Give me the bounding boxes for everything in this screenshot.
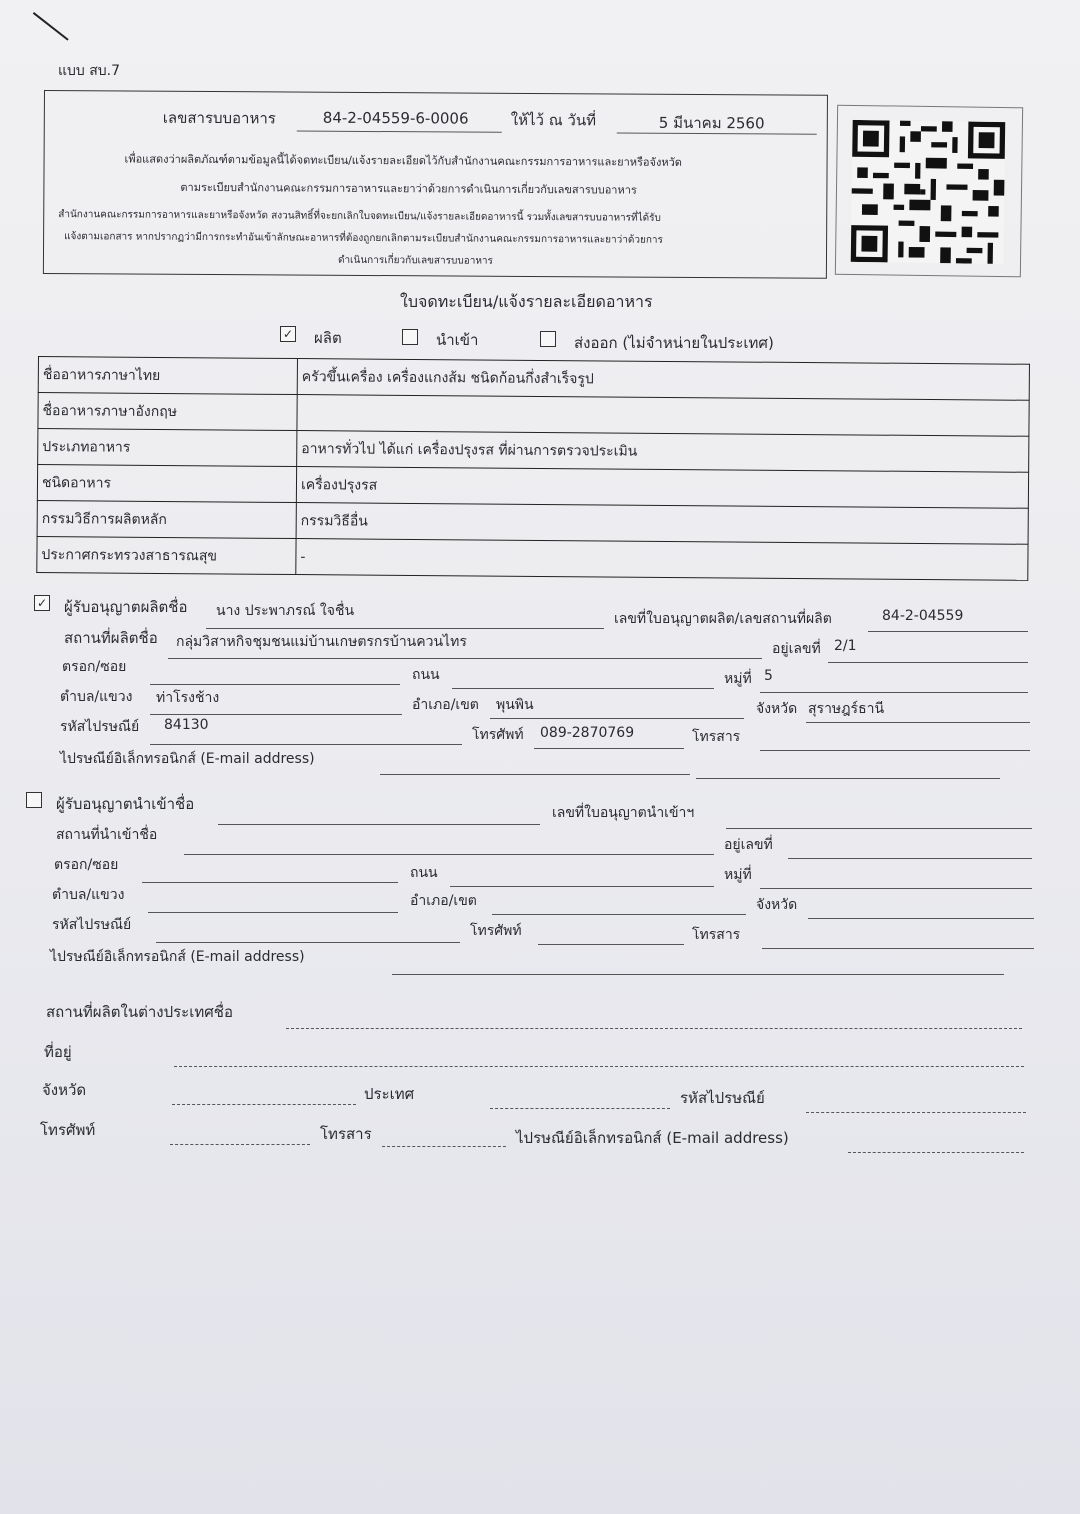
food-info-table — [36, 356, 1030, 581]
producer-fax-label: โทรสาร — [692, 729, 741, 745]
producer-province-label: จังหวัด — [756, 701, 798, 717]
foreign-fax-label: โทรสาร — [320, 1125, 372, 1143]
serial-label: เลขสารบบอาหาร — [162, 108, 276, 128]
foreign-address-label: ที่อยู่ — [44, 1043, 72, 1061]
producer-email-label: ไปรษณีย์อิเล็กทรอนิกส์ (E-mail address) — [60, 751, 315, 767]
foreign-country-label: ประเทศ — [364, 1085, 415, 1103]
ministry-notice-label: ประกาศกระทรวงสาธารณสุข — [37, 536, 296, 574]
producer-license-no-value: 84-2-04559 — [882, 608, 964, 624]
producer-district-label: อำเภอ/เขต — [412, 697, 479, 713]
import-label: นำเข้า — [436, 331, 479, 349]
import-checkbox[interactable] — [402, 329, 418, 345]
producer-licensee-value: นาง ประพาภรณ์ ใจชื่น — [216, 603, 355, 619]
food-category-value: อาหารทั่วไป ได้แก่ เครื่องปรุงรส ที่ผ่านการตรวจประเมิน — [297, 431, 1029, 473]
importer-district-label: อำเภอ/เขต — [410, 893, 477, 909]
producer-license-no-label: เลขที่ใบอนุญาตผลิต/เลขสถานที่ผลิต — [614, 611, 832, 627]
date-value: 5 มีนาคม 2560 — [658, 113, 765, 133]
producer-alley-label: ตรอก/ซอย — [62, 659, 127, 675]
notice-line-4: แจ้งตามเอกสาร หากปรากฏว่ามีการกระทำอันเข้าลักษณะอาหารที่ต้องถูกยกเลิกตามระเบียบสำนักงานคณะกรรมการอาหารและยาว่าด้วยการ — [64, 231, 663, 246]
producer-postcode-value: 84130 — [164, 717, 209, 733]
importer-email-label: ไปรษณีย์อิเล็กทรอนิกส์ (E-mail address) — [50, 949, 305, 965]
producer-subdistrict-label: ตำบล/แขวง — [60, 689, 133, 705]
importer-road-label: ถนน — [410, 865, 438, 881]
process-label: กรรมวิธีการผลิตหลัก — [37, 500, 296, 538]
importer-fax-label: โทรสาร — [692, 927, 741, 943]
table-row — [37, 536, 1028, 580]
export-checkbox[interactable] — [540, 331, 556, 347]
serial-value: 84-2-04559-6-0006 — [322, 108, 469, 128]
producer-moo-label: หมู่ที่ — [724, 671, 752, 687]
importer-license-no-label: เลขที่ใบอนุญาตนำเข้าฯ — [552, 805, 695, 821]
form-code: แบบ สบ.7 — [58, 63, 121, 79]
producer-house-no-value: 2/1 — [834, 638, 857, 654]
importer-house-no-label: อยู่เลขที่ — [724, 837, 773, 853]
producer-postcode-label: รหัสไปรษณีย์ — [60, 719, 140, 735]
producer-district-value: พุนพิน — [496, 697, 534, 713]
importer-phone-label: โทรศัพท์ — [470, 923, 522, 939]
importer-site-label: สถานที่นำเข้าชื่อ — [56, 827, 158, 843]
producer-road-label: ถนน — [412, 667, 440, 683]
thai-name-label: ชื่ออาหารภาษาไทย — [38, 357, 297, 395]
english-name-label: ชื่ออาหารภาษาอังกฤษ — [38, 393, 297, 431]
producer-moo-value: 5 — [764, 668, 773, 684]
producer-phone-label: โทรศัพท์ — [472, 727, 524, 743]
foreign-phone-label: โทรศัพท์ — [40, 1121, 96, 1139]
importer-licensee-label: ผู้รับอนุญาตนำเข้าชื่อ — [56, 795, 195, 813]
importer-province-label: จังหวัด — [756, 897, 798, 913]
foreign-site-label: สถานที่ผลิตในต่างประเทศชื่อ — [46, 1003, 233, 1021]
producer-subdistrict-value: ท่าโรงช้าง — [156, 690, 220, 706]
food-kind-label: ชนิดอาหาร — [37, 465, 296, 503]
produce-checkbox[interactable]: ✓ — [280, 326, 296, 342]
producer-house-no-label: อยู่เลขที่ — [772, 641, 821, 657]
english-name-value — [297, 395, 1029, 437]
producer-phone-value: 089-2870769 — [540, 725, 635, 741]
importer-checkbox[interactable] — [26, 792, 42, 808]
export-label: ส่งออก (ไม่จำหน่ายในประเทศ) — [574, 334, 774, 352]
producer-site-value: กลุ่มวิสาหกิจชุมชนแม่บ้านเกษตรกรบ้านควนไทร — [176, 634, 467, 650]
qr-code-icon — [850, 120, 1006, 264]
producer-licensee-label: ผู้รับอนุญาตผลิตชื่อ — [64, 598, 188, 616]
notice-line-1: เพื่อแสดงว่าผลิตภัณฑ์ตามข้อมูลนี้ได้จดทะเบียน/แจ้งรายละเอียดไว้กับสำนักงานคณะกรรมการอาหารและยาหรือจังหวัด — [124, 152, 682, 169]
notice-line-3: สำนักงานคณะกรรมการอาหารและยาหรือจังหวัด สงวนสิทธิ์ที่จะยกเลิกใบจดทะเบียน/แจ้งรายละเอียดอาหารนี้ รวมทั้งเลขสารบบอาหารที่ได้รับ — [58, 209, 661, 224]
foreign-email-label: ไปรษณีย์อิเล็กทรอนิกส์ (E-mail address) — [516, 1129, 789, 1147]
ministry-notice-value: - — [296, 539, 1028, 581]
foreign-postcode-label: รหัสไปรษณีย์ — [680, 1089, 765, 1107]
thai-name-value: ครัวขึ้นเครื่อง เครื่องแกงส้ม ชนิดก้อนกึ่งสำเร็จรูป — [297, 359, 1029, 401]
importer-postcode-label: รหัสไปรษณีย์ — [52, 917, 132, 933]
food-kind-value: เครื่องปรุงรส — [296, 467, 1028, 509]
date-label: ให้ไว้ ณ วันที่ — [510, 110, 597, 130]
importer-moo-label: หมู่ที่ — [724, 867, 752, 883]
producer-province-value: สุราษฎร์ธานี — [808, 701, 885, 717]
produce-label: ผลิต — [314, 329, 342, 347]
producer-checkbox[interactable]: ✓ — [34, 595, 50, 611]
food-category-label: ประเภทอาหาร — [38, 429, 297, 467]
process-value: กรรมวิธีอื่น — [296, 503, 1028, 545]
foreign-province-label: จังหวัด — [42, 1081, 87, 1099]
importer-subdistrict-label: ตำบล/แขวง — [52, 887, 125, 903]
producer-site-label: สถานที่ผลิตชื่อ — [64, 629, 158, 647]
document-title: ใบจดทะเบียน/แจ้งรายละเอียดอาหาร — [400, 292, 653, 311]
qr-code-frame — [835, 105, 1023, 278]
importer-alley-label: ตรอก/ซอย — [54, 857, 119, 873]
notice-line-2: ตามระเบียบสำนักงานคณะกรรมการอาหารและยาว่าด้วยการดำเนินการเกี่ยวกับเลขสารบบอาหาร — [180, 180, 637, 197]
registration-header-box — [43, 90, 828, 279]
notice-line-5: ดำเนินการเกี่ยวกับเลขสารบบอาหาร — [337, 254, 493, 267]
